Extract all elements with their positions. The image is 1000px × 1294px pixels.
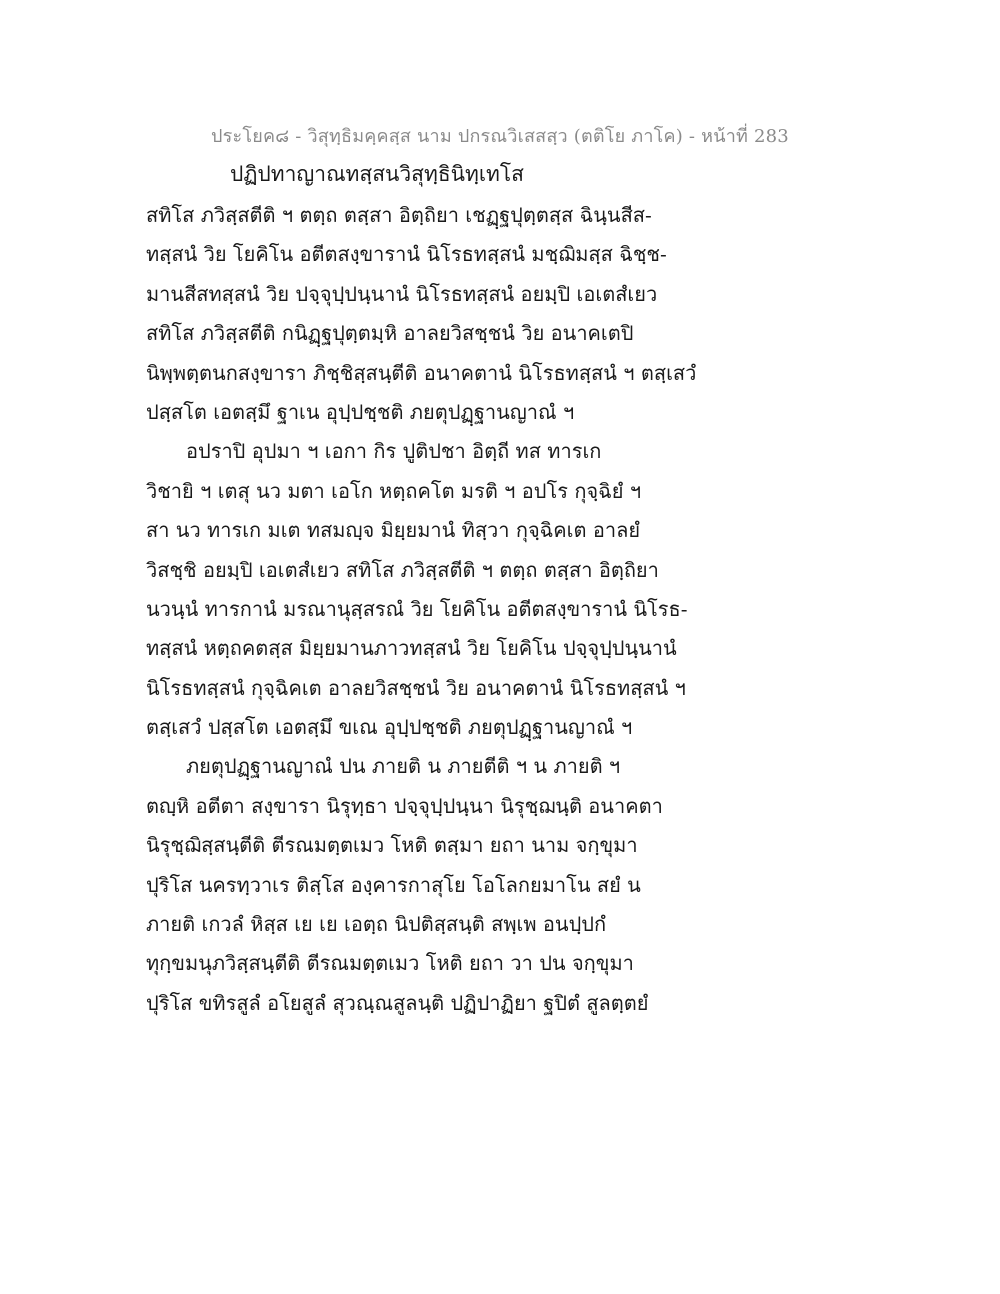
text-line: ทุกฺขมนุภวิสฺสนฺตีติ ตีรณมตฺตเมว โหติ ยถา วา ปน จกฺขุมา: [146, 951, 634, 976]
paragraph-first-line: ภยตุปฏฺฐานญาณํ ปน ภายติ น ภายตีติ ฯ น ภายติ ฯ: [186, 754, 621, 779]
text-line: นิพฺพตฺตนกสงฺขารา ภิชฺชิสฺสนฺตีติ อนาคตานํ นิโรธทสฺสนํ ฯ ตสฺเสวํ: [146, 360, 697, 385]
text-line: ตญฺหิ อตีตา สงฺขารา นิรุทฺธา ปจฺจุปฺปนฺนา นิรุชฺฌนฺติ อนาคตา: [146, 793, 663, 818]
text-line: นวนฺนํ ทารกานํ มรณานุสฺสรณํ วิย โยคิโน อตีตสงฺขารานํ นิโรธ-: [146, 596, 688, 621]
text-line: ปุริโส ขทิรสูลํ อโยสูลํ สุวณฺณสูลนฺติ ปฏิปาฏิยา ฐปิตํ สูลตฺตยํ: [146, 990, 649, 1015]
text-line: ปุริโส นครทฺวาเร ติสฺโส องฺคารกาสุโย โอโลกยมาโน สยํ น: [146, 872, 641, 897]
text-line: วิสชฺชิ อยมฺปิ เอเตสํเยว สทิโส ภวิสฺสตีติ ฯ ตตฺถ ตสฺสา อิตฺถิยา: [146, 557, 659, 582]
text-line: สทิโส ภวิสฺสตีติ กนิฏฺฐปุตฺตมฺหิ อาลยวิสชฺชนํ วิย อนาคเตปิ: [146, 321, 634, 346]
running-header: ประโยค๘ - วิสุทฺธิมคฺคสฺส นาม ปกรณวิเสสสฺว (ตติโย ภาโค) - หน้าที่ 283: [211, 126, 789, 147]
text-line: ทสฺสนํ วิย โยคิโน อตีตสงฺขารานํ นิโรธทสฺสนํ มชฺฌิมสฺส ฉิชฺช-: [146, 242, 667, 267]
paragraph-first-line: อปราปิ อุปมา ฯ เอกา กิร ปูติปชา อิตฺถี ทส ทารเก: [186, 439, 602, 464]
text-line: สา นว ทารเก มเต ทสมญฺจ มิยฺยมานํ ทิสฺวา กุจฺฉิคเต อาลยํ: [146, 518, 641, 543]
text-line: ภายติ เกวลํ หิสฺส เย เย เอตฺถ นิปติสฺสนฺติ สพฺเพ อนปฺปกํ: [146, 912, 607, 937]
text-line: นิรุชฺฌิสฺสนฺตีติ ตีรณมตฺตเมว โหติ ตสฺมา ยถา นาม จกฺขุมา: [146, 833, 638, 858]
text-line: มานสีสทสฺสนํ วิย ปจฺจุปฺปนฺนานํ นิโรธทสฺสนํ อยมฺปิ เอเตสํเยว: [146, 281, 658, 306]
text-line: ทสฺสนํ หตฺถคตสฺส มิยฺยมานภาวทสฺสนํ วิย โยคิโน ปจฺจุปฺปนฺนานํ: [146, 636, 677, 661]
text-line: นิโรธทสฺสนํ กุจฺฉิคเต อาลยวิสชฺชนํ วิย อนาคตานํ นิโรธทสฺสนํ ฯ: [146, 675, 686, 700]
text-line: สทิโส ภวิสฺสตีติ ฯ ตตฺถ ตสฺสา อิตฺถิยา เชฏฺฐปุตฺตสฺส ฉินฺนสีส-: [146, 203, 652, 227]
text-line: ปสฺสโต เอตสฺมึ ฐาเน อุปฺปชฺชติ ภยตุปฏฺฐานญาณํ ฯ: [146, 399, 575, 424]
body-text: [146, 196, 706, 1023]
text-line: วิชายิ ฯ เตสุ นว มตา เอโก หตฺถคโต มรติ ฯ อปโร กุจฺฉิยํ ฯ: [146, 478, 642, 503]
text-line: ตสฺเสวํ ปสฺสโต เอตสฺมึ ขเณ อุปฺปชฺชติ ภยตุปฏฺฐานญาณํ ฯ: [146, 715, 633, 740]
section-title: ปฏิปทาญาณทสฺสนวิสุทฺธินิทฺเทโส: [230, 162, 524, 186]
